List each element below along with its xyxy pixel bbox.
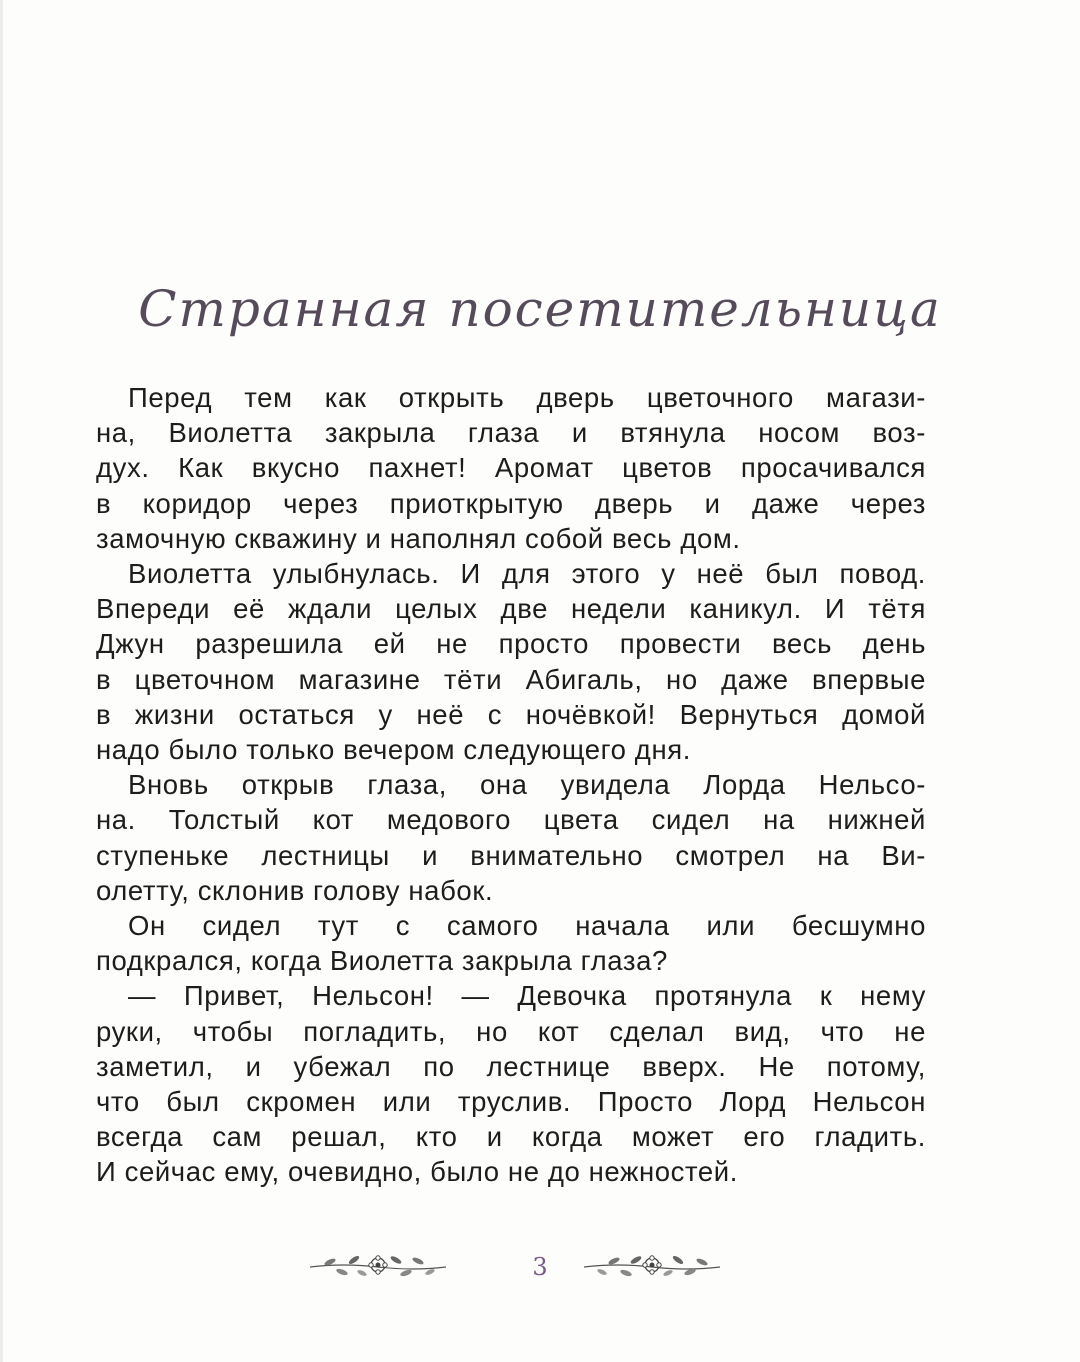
text-line: на, Виолетта закрыла глаза и втянула носом воз- (96, 417, 926, 449)
text-line: всегда сам решал, кто и когда может его гладить. (96, 1121, 926, 1153)
text-line: в цветочном магазине тёти Абигаль, но даже впервые (96, 663, 926, 695)
paragraph (96, 556, 926, 767)
paragraph (96, 380, 926, 556)
text-line: в жизни остаться у неё с ночёвкой! Вернуться домой (96, 698, 926, 730)
text-line: — Привет, Нельсон! — Девочка протянула к нему (128, 980, 926, 1012)
text-line: И сейчас ему, очевидно, было не до нежностей. (96, 1156, 738, 1188)
text-line: заметил, и убежал по лестнице вверх. Не потому, (96, 1050, 926, 1082)
text-line: Перед тем как открыть дверь цветочного магази- (128, 382, 926, 413)
text-line: руки, чтобы погладить, но кот сделал вид, что не (96, 1015, 926, 1047)
text-line: в коридор через приоткрытую дверь и даже через (96, 487, 926, 519)
text-line: на. Толстый кот медового цвета сидел на нижней (96, 804, 926, 836)
page-number: 3 (532, 1253, 548, 1281)
chapter-body (96, 380, 926, 1190)
floral-vine-icon (582, 1245, 722, 1285)
text-line: надо было только вечером следующего дня. (96, 734, 691, 766)
text-line: что был скромен или труслив. Просто Лорд Нельсон (96, 1086, 926, 1118)
text-line: Джун разрешила ей не просто провести весь день (96, 628, 926, 660)
text-line: дух. Как вкусно пахнет! Аромат цветов просачивался (96, 452, 926, 484)
page-edge (0, 0, 3, 1362)
text-line: Виолетта улыбнулась. И для этого у неё был повод. (128, 558, 926, 590)
text-line: олетту, склонив голову набок. (96, 874, 494, 906)
page-footer (0, 1245, 1080, 1295)
text-line: Он сидел тут с самого начала или бесшумно (128, 910, 926, 942)
paragraph (96, 908, 926, 978)
text-line: Вновь открыв глаза, она увидела Лорда Нельсо- (128, 769, 926, 801)
text-line: Впереди её ждали целых две недели каникул. И тётя (96, 593, 926, 625)
text-line: подкрался, когда Виолетта закрыла глаза? (96, 945, 668, 977)
paragraph (96, 978, 926, 1189)
chapter-title: Странная посетительница (138, 280, 942, 338)
text-line: ступеньке лестницы и внимательно смотрел на Ви- (96, 839, 926, 871)
text-line: замочную скважину и наполнял собой весь дом. (96, 522, 741, 554)
paragraph (96, 767, 926, 908)
